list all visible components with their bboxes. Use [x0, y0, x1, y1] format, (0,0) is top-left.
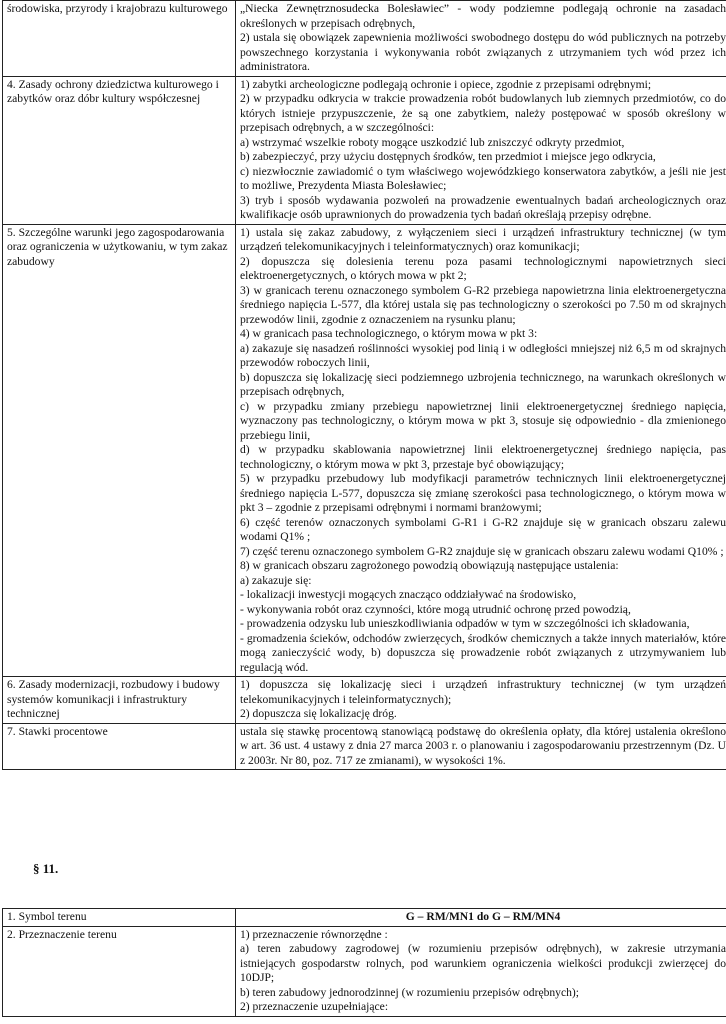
content-line: 1) zabytki archeologiczne podlegają ochronie i opiece, zgodnie z przepisami odrębnymi;: [240, 77, 652, 91]
content-line: 6) część terenów oznaczonych symbolami G-R1 i G-R2 znajduje się w granicach obszaru zalewu wodami Q1% ;: [240, 515, 726, 543]
content-line: a) teren zabudowy zagrodowej (w rozumieniu przepisów odrębnych), w zakresie utrzymania istniejących gospodarstw rolnych, pod warunkiem ograniczenia wielkości produkcji zwierzęcej do 10DJP;: [240, 942, 726, 984]
table-row: [3, 1, 726, 77]
terrain-table: [2, 908, 726, 1017]
content-line: 2) dopuszcza się lokalizację dróg.: [240, 707, 397, 720]
row-content: [236, 224, 726, 677]
content-line: - wykonywania robót oraz czynności, które mogą utrudnić ochronę przed powodzią,: [240, 602, 631, 616]
content-line: 7) część terenu oznaczonego symbolem G-R2 znajduje się w granicach obszaru zalewu wodami Q10% ;: [240, 544, 724, 558]
row-label: 6. Zasady modernizacji, rozbudowy i budowy systemów komunikacji i infrastruktury technicznej: [3, 677, 236, 724]
content-line: a) zakazuje się nasadzeń roślinności wysokiej pod linią i w odległości mniejszej niż 6,5 m od skrajnych przewodów roboczych linii,: [240, 341, 726, 369]
content-line: 1) ustala się zakaz zabudowy, z wyłączeniem sieci i urządzeń infrastruktury technicznej (w tym urządzeń telekomunikacyjnych i teleinformatycznych) oraz komunikacji;: [240, 225, 726, 253]
content-line: - gromadzenia ścieków, odchodów zwierzęcych, środków chemicznych a także innych materiałów, które mogą zanieczyścić wody, b) dopuszcza się prowadzenie robót związanych z utrzymywaniem lub regulacją wód.: [240, 631, 726, 674]
content-line: 3) w granicach terenu oznaczonego symbolem G-R2 przebiega napowietrzna linia elektroenergetyczna średniego napięcia L-577, dla której ustala się pas technologiczny o szerokości po 7.50 m od skrajnych przewodów linii, zgodnie z oznaczeniem na rysunku planu;: [240, 283, 726, 326]
row-content: [236, 76, 726, 224]
row-label: 5. Szczególne warunki jego zagospodarowania oraz ograniczenia w użytkowaniu, w tym zakaz zabudowy: [3, 224, 236, 677]
content-line: 8) w granicach obszaru zagrożonego powodzią obowiązują następujące ustalenia:: [240, 559, 619, 572]
row-content: [236, 1, 726, 77]
content-line: 4) w granicach pasa technologicznego, o którym mowa w pkt 3:: [240, 327, 538, 340]
content-line: 1) przeznaczenie równorzędne :: [240, 927, 388, 941]
row-label: 2. Przeznaczenie terenu: [3, 926, 236, 1016]
content-line: a) zakazuje się:: [240, 573, 312, 587]
content-line: b) zabezpieczyć, przy użyciu dostępnych środków, ten przedmiot i miejsce jego odkrycia,: [240, 150, 656, 163]
content-line: - prowadzenia odzysku lub unieszkodliwiania odpadów w tym w szczególności ich składowania,: [240, 617, 690, 630]
content-line: 2) w przypadku odkrycia w trakcie prowadzenia robót budowlanych lub ziemnych przedmiotów, co do których istnieje przypuszczenie, że są one zabytkiem, należy postępować w sposób określony w przepisach odrębnych, a w szczególności:: [240, 92, 726, 134]
row-label: środowiska, przyrody i krajobrazu kulturowego: [3, 1, 236, 77]
table-row: [3, 909, 726, 927]
content-line: 3) tryb i sposób wydawania pozwoleń na prowadzenie ewentualnych badań archeologicznych oraz kwalifikacje osób uprawnionych do prowadzenia tych badań określają przepisy odrębne.: [240, 193, 726, 221]
content-line: d) w przypadku skablowania napowietrznej linii elektroenergetycznej średniego napięcia, pas technologiczny, o którym mowa w pkt 3, przestaje być obowiązujący;: [240, 443, 726, 471]
content-line: 1) dopuszcza się lokalizację sieci i urządzeń infrastruktury technicznej (w tym urządzeń telekomunikacyjnych i teleinformatycznych);: [240, 678, 726, 706]
row-content: [236, 723, 726, 770]
content-line: b) dopuszcza się lokalizację sieci podziemnego uzbrojenia technicznego, na warunkach określonych w przepisach odrębnych,: [240, 370, 726, 398]
row-label: 7. Stawki procentowe: [3, 723, 236, 770]
content-line: a) wstrzymać wszelkie roboty mogące uszkodzić lub zniszczyć odkryty przedmiot,: [240, 135, 625, 149]
content-line: ustala się stawkę procentową stanowiącą podstawę do określenia opłaty, dla której ustalenia określono w art. 36 ust. 4 ustawy z dnia 27 marca 2003 r. o planowaniu i zagospodarowaniu przestrzennym (Dz. U z 2003r. Nr 80, poz. 717 ze zmianami), w wysokości 1%.: [240, 724, 726, 767]
content-line: 2) przeznaczenie uzupełniające:: [240, 1000, 389, 1013]
content-line: „Niecka Zewnętrznosudecka Bolesławiec” - wody podziemne podlegają ochronie na zasadach określonych w przepisach odrębnych,: [240, 2, 726, 30]
terrain-symbol: G – RM/MN1 do G – RM/MN4: [236, 909, 726, 927]
row-content: [236, 926, 726, 1016]
row-label: 1. Symbol terenu: [3, 909, 236, 927]
table-row: [3, 76, 726, 224]
content-line: c) niezwłocznie zawiadomić o tym właściwego wojewódzkiego konserwatora zabytków, a jeśli nie jest to możliwe, Prezydenta Miasta Bolesławiec;: [240, 164, 726, 192]
content-line: 2) dopuszcza się dolesienia terenu poza pasami technologicznymi napowietrznych sieci elektroenergetycznych, o których mowa w pkt 2;: [240, 254, 726, 282]
table-row: [3, 723, 726, 770]
content-line: 5) w przypadku przebudowy lub modyfikacji parametrów technicznych linii elektroenergetycznej średniego napięcia L-577, dopuszcza się zmianę szerokości pasa technologicznego, o którym mowa w pkt 3 – zgodnie z przepisami odrębnymi i normami branżowymi;: [240, 472, 726, 514]
content-line: b) teren zabudowy jednorodzinnej (w rozumieniu przepisów odrębnych);: [240, 985, 580, 999]
table-row: [3, 224, 726, 677]
table-row: [3, 677, 726, 724]
section-heading: § 11.: [33, 861, 59, 876]
regulations-table: [2, 0, 726, 770]
content-line: c) w przypadku zmiany przebiegu napowietrznej linii elektroenergetycznej średniego napięcia, wyznaczony pas technologiczny, o którym mowa w pkt 3, stosuje się odpowiednio - dla zmienionego przebiegu linii,: [240, 399, 726, 442]
content-line: - lokalizacji inwestycji mogących znacząco oddziaływać na środowisko,: [240, 588, 577, 601]
table-row: [3, 926, 726, 1016]
row-content: [236, 677, 726, 724]
content-line: 2) ustala się obowiązek zapewnienia możliwości swobodnego dostępu do wód publicznych na potrzeby powszechnego korzystania i wykonywania robót związanych z utrzymaniem tych wód przez ich administratora.: [240, 31, 726, 73]
row-label: 4. Zasady ochrony dziedzictwa kulturowego i zabytków oraz dóbr kultury współczesnej: [3, 76, 236, 224]
